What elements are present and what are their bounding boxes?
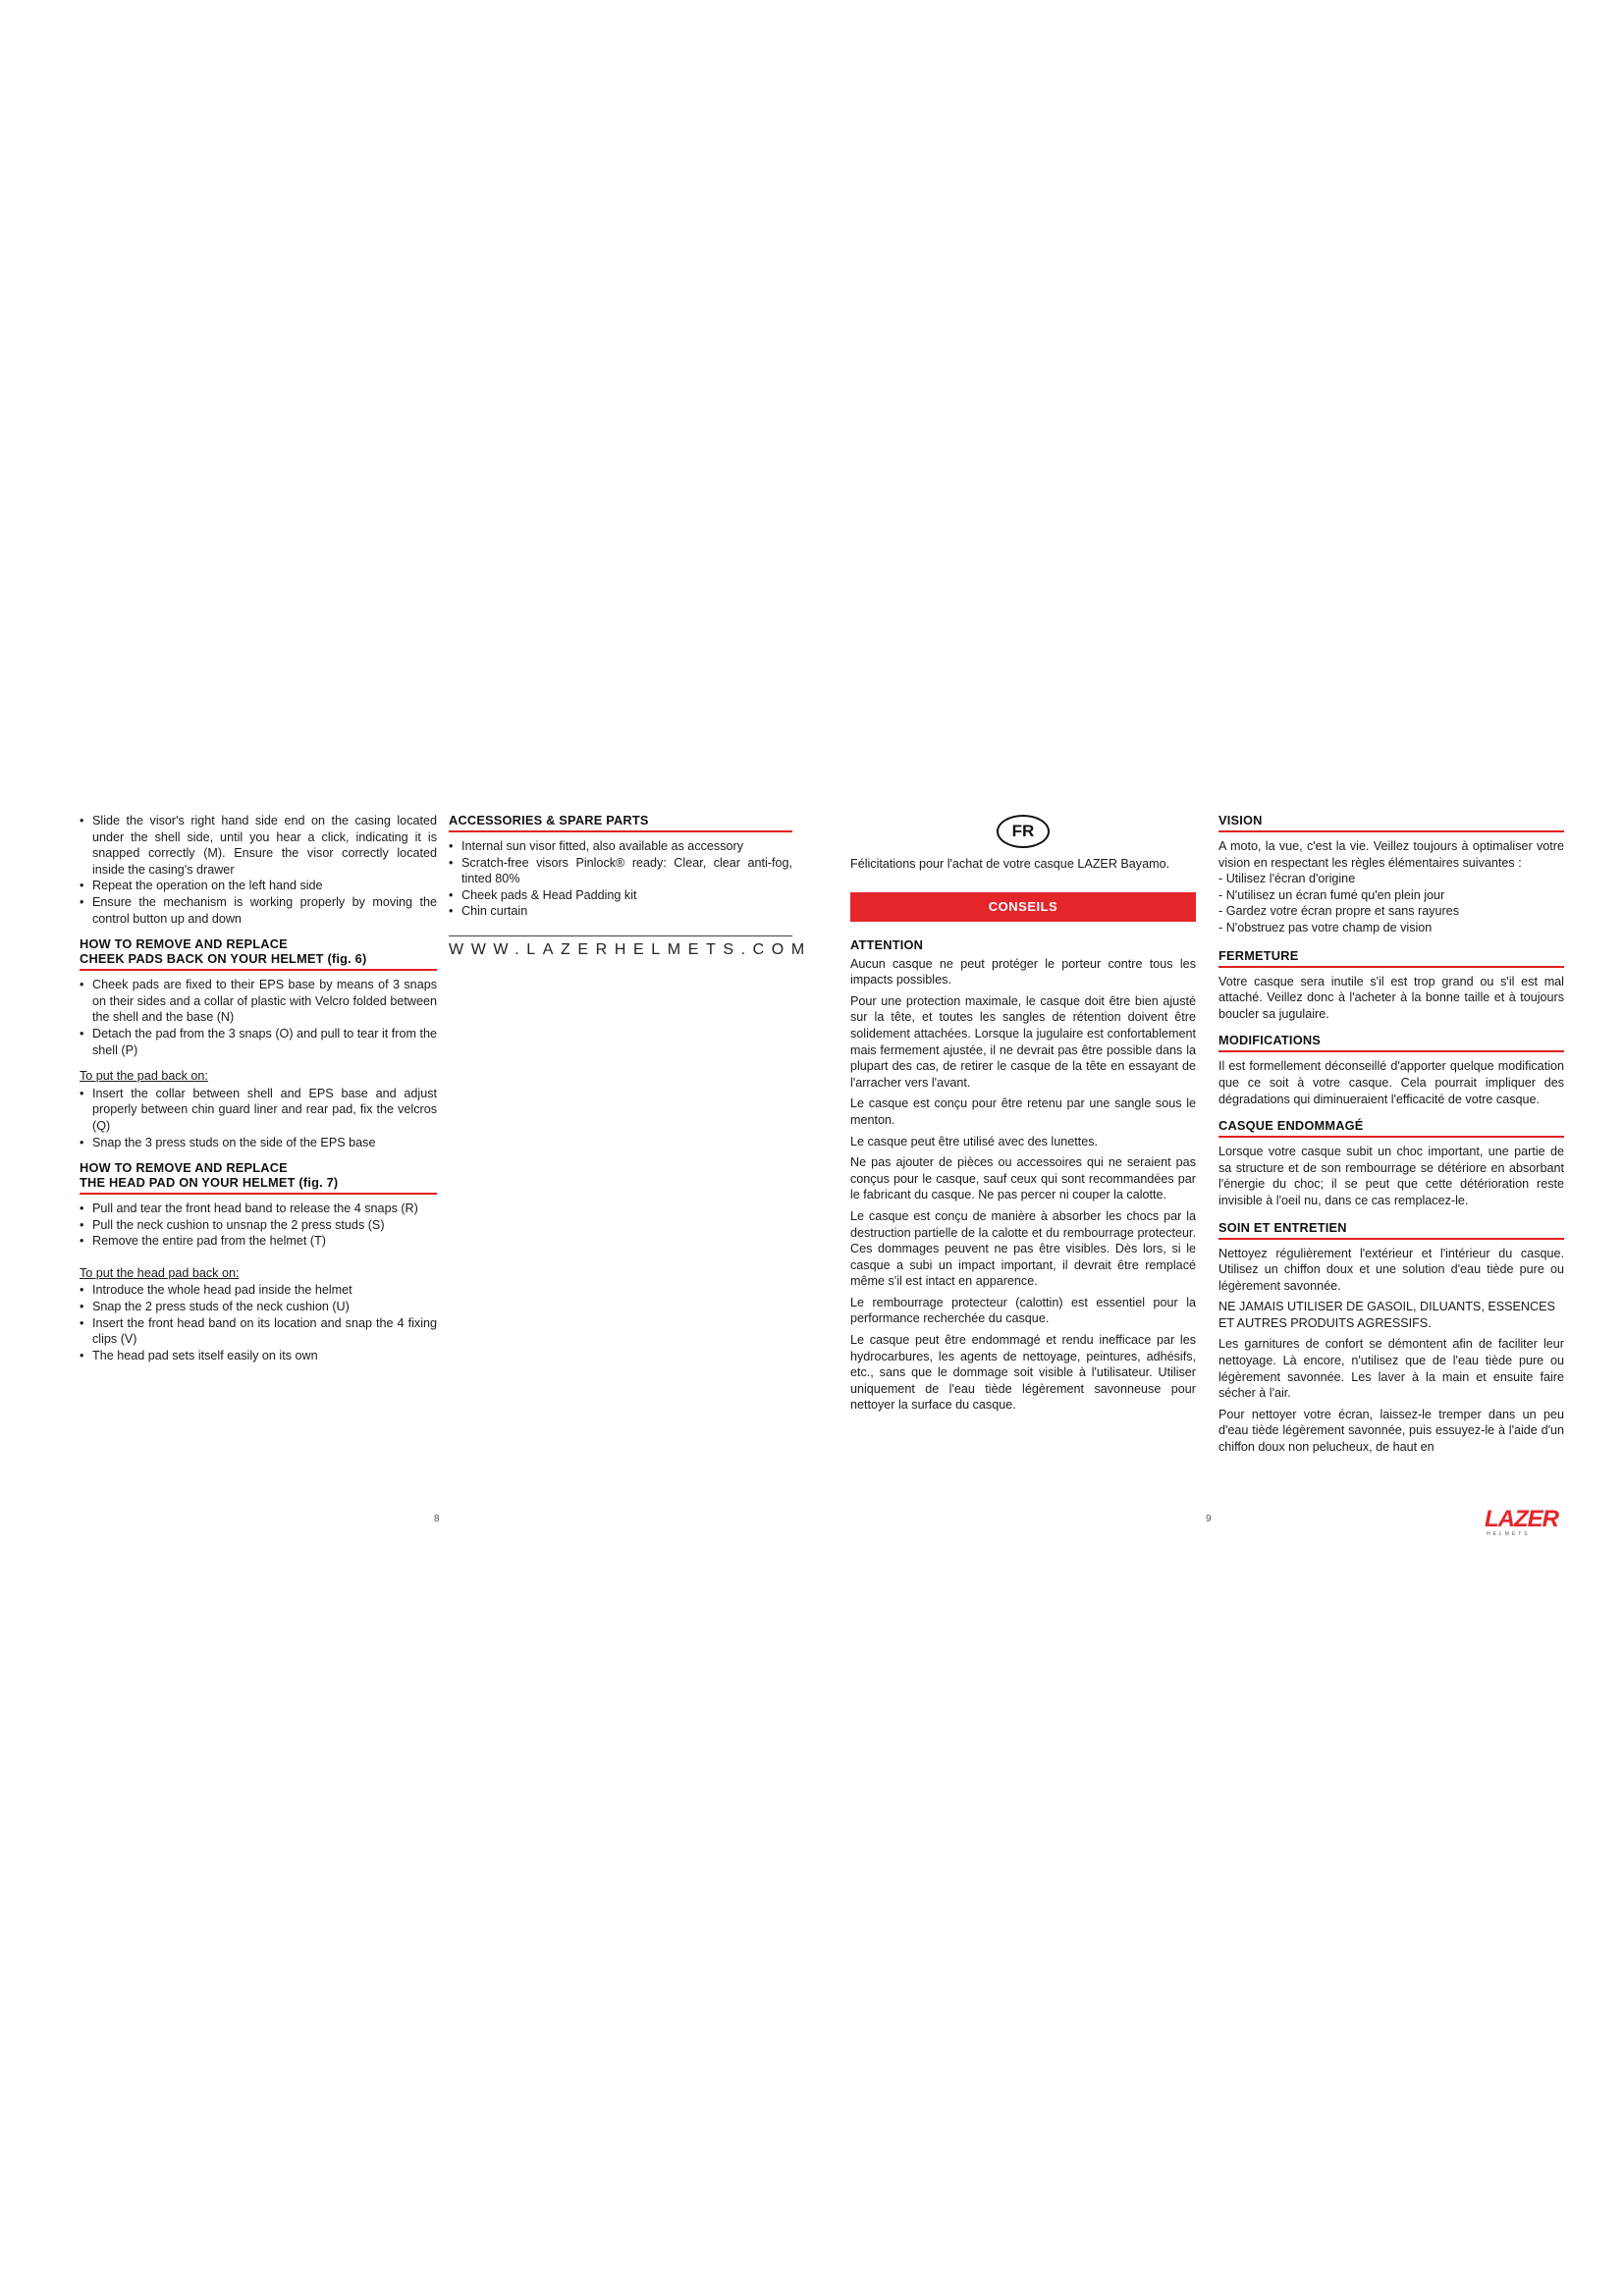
website-url: WWW.LAZERHELMETS.COM — [449, 935, 792, 959]
lazer-logo — [1485, 1506, 1558, 1541]
paragraph: Le casque est conçu pour être retenu par une sangle sous le menton. — [850, 1096, 1196, 1127]
logo-subtext: HELMETS — [1487, 1531, 1531, 1537]
heading-line: HOW TO REMOVE AND REPLACE — [80, 936, 288, 952]
page-number-left: 8 — [434, 1514, 440, 1524]
casque-endommage-heading: CASQUE ENDOMMAGÉ — [1218, 1118, 1364, 1134]
paragraph: Le casque est conçu de manière à absorber les chocs par la destruction partielle de la calotte et du rembourrage protecteur. Ces dommages peuvent ne pas être visibles. Dès lors, si le casque a subi un impact important, il devrait être remplacé même s'il est intact en apparence. — [850, 1208, 1196, 1289]
paragraph: Le casque peut être endommagé et rendu inefficace par les hydrocarbures, les agents de nettoyage, peintures, adhésifs, etc., sans que le dommage soit visible à l'utilisateur. Utiliser uniquement de l'eau tiède légèrement savonneuse pour nettoyer la surface du casque. — [850, 1333, 1196, 1413]
red-divider — [1218, 1050, 1564, 1052]
head-pad-heading — [80, 1160, 437, 1190]
modifications-heading: MODIFICATIONS — [1218, 1033, 1322, 1048]
red-divider — [1218, 1136, 1564, 1138]
right-column-2 — [1218, 813, 1564, 1461]
list-item: • The head pad sets itself easily on its own — [80, 1348, 437, 1364]
list-item: • Ensure the mechanism is working properly by moving the control button up and down — [80, 894, 437, 927]
vision-heading: VISION — [1218, 813, 1263, 828]
head-pad-list — [80, 1201, 437, 1250]
red-divider — [1218, 1238, 1564, 1240]
left-column-1 — [80, 813, 437, 1363]
paragraph: A moto, la vue, c'est la vie. Veillez toujours à optimaliser votre vision en respectant les règles élémentaires suivantes : — [1218, 839, 1564, 870]
list-item: • Internal sun visor fitted, also available as accessory — [449, 838, 792, 855]
list-item: • Pull the neck cushion to unsnap the 2 press studs (S) — [80, 1217, 437, 1234]
paragraph: Il est formellement déconseillé d'apporter quelque modification que ce soit à votre casque. Cela pourrait impliquer des dégradations qui diminueraient l'efficacité de votre casque. — [1218, 1059, 1564, 1106]
red-divider — [1218, 830, 1564, 832]
list-item: • Scratch-free visors Pinlock® ready: Clear, clear anti-fog, tinted 80% — [449, 855, 792, 887]
list-item: • Pull and tear the front head band to release the 4 snaps (R) — [80, 1201, 437, 1217]
heading-line: CHEEK PADS BACK ON YOUR HELMET (fig. 6) — [80, 951, 367, 967]
cheek-pads-heading — [80, 936, 437, 966]
fermeture-heading: FERMETURE — [1218, 947, 1299, 963]
list-item: • Insert the collar between shell and EPS base and adjust properly between chin guard liner and rear pad, fix the velcros (Q) — [80, 1086, 437, 1135]
paragraph: Le casque peut être utilisé avec des lunettes. — [850, 1134, 1099, 1148]
heading-line: HOW TO REMOVE AND REPLACE — [80, 1160, 288, 1176]
list-item: • Introduce the whole head pad inside the helmet — [80, 1282, 437, 1299]
accessories-heading: ACCESSORIES & SPARE PARTS — [449, 813, 649, 828]
paragraph: Nettoyez régulièrement l'extérieur et l'intérieur du casque. Utilisez un chiffon doux et une solution d'eau tiède pure ou légèrement savonnée. — [1218, 1246, 1564, 1293]
cheek-pads-list — [80, 977, 437, 1058]
paragraph: Pour nettoyer votre écran, laissez-le tremper dans un peu d'eau tiède légèrement savonnée, puis essuyez-le à l'aide d'un chiffon doux non pelucheux, de haut en — [1218, 1407, 1564, 1455]
soin-entretien-heading: SOIN ET ENTRETIEN — [1218, 1219, 1347, 1235]
paragraph: Lorsque votre casque subit un choc important, une partie de sa structure et de son rembourrage se détériore en absorbant l'énergie du choc; il se peut que cette détérioration reste invisible à l'oeil nu, dans ce cas remplacez-le. — [1218, 1145, 1564, 1207]
list-item: • Slide the visor's right hand side end on the casing located under the shell side, until you hear a click, indicating it is snapped correctly (M). Ensure the visor correctly located inside the casing's drawer — [80, 813, 437, 878]
head-pad-subheading: To put the head pad back on: — [80, 1265, 240, 1280]
paragraph: Ne pas ajouter de pièces ou accessoires qui ne seraient pas conçus pour le casque, sauf ceux qui sont recommandées par le fabricant du casque. Ne pas percer ni couper la calotte. — [850, 1155, 1196, 1202]
paragraph: Pour une protection maximale, le casque doit être bien ajusté sur la tête, et toutes les sangles de rétention doivent être solidement attachées. Lorsque la jugulaire est confortablement mais fermement ajustée, il ne devrait pas être possible dans la plupart des cas, de retirer le casque de la tête en essayant de l'arracher vers l'avant. — [850, 993, 1196, 1090]
red-divider — [80, 969, 437, 971]
cheek-pads-put-list — [80, 1086, 437, 1150]
list-item: • Insert the front head band on its location and snap the 4 fixing clips (V) — [80, 1315, 437, 1348]
list-item: • Snap the 2 press studs of the neck cushion (U) — [80, 1299, 437, 1315]
paragraph: Votre casque sera inutile s'il est trop grand ou s'il est mal attaché. Veillez donc à l'acheter à la bonne taille et à toujours boucler sa jugulaire. — [1218, 974, 1564, 1021]
visor-steps-list — [80, 813, 437, 927]
list-item: • Snap the 3 press studs on the side of the EPS base — [80, 1135, 437, 1151]
accessories-list — [449, 838, 792, 920]
vision-list-item: - Gardez votre écran propre et sans rayures — [1218, 904, 1459, 919]
paragraph: Aucun casque ne peut protéger le porteur contre tous les impacts possibles. — [850, 956, 1196, 988]
red-divider — [449, 830, 792, 832]
vision-list-item: - N'obstruez pas votre champ de vision — [1218, 920, 1433, 934]
list-item: • Detach the pad from the 3 snaps (O) and pull to tear it from the shell (P) — [80, 1026, 437, 1058]
list-item: • Cheek pads & Head Padding kit — [449, 887, 792, 904]
head-pad-put-list — [80, 1282, 437, 1363]
list-item: • Repeat the operation on the left hand side — [80, 878, 437, 894]
conseils-banner: CONSEILS — [850, 892, 1196, 922]
paragraph: Le rembourrage protecteur (calottin) est essentiel pour la performance recherchée du casque. — [850, 1295, 1196, 1326]
paragraph: NE JAMAIS UTILISER DE GASOIL, DILUANTS, ESSENCES ET AUTRES PRODUITS AGRESSIFS. — [1218, 1300, 1555, 1330]
vision-list-item: - N'utilisez un écran fumé qu'en plein jour — [1218, 887, 1445, 902]
paragraph: Les garnitures de confort se démontent afin de faciliter leur nettoyage. Là encore, n'utilisez que de l'eau tiède pure ou légèrement savonnée. Les laver à la main et ensuite faire sécher à l'air. — [1218, 1337, 1564, 1401]
vision-list-item: - Utilisez l'écran d'origine — [1218, 872, 1356, 886]
language-badge: FR — [997, 815, 1050, 848]
left-column-2 — [449, 813, 812, 959]
list-item: • Chin curtain — [449, 903, 792, 920]
intro-text: Félicitations pour l'achat de votre casque LAZER Bayamo. — [850, 857, 1170, 871]
list-item: • Cheek pads are fixed to their EPS base by means of 3 snaps on their sides and a collar of plastic with Velcro folded between the shell and the base (N) — [80, 977, 437, 1026]
red-divider — [80, 1193, 437, 1195]
red-divider — [1218, 966, 1564, 968]
right-column-1 — [850, 813, 1196, 1418]
attention-heading: ATTENTION — [850, 936, 924, 952]
page-number-right: 9 — [1206, 1514, 1212, 1524]
logo-wordmark: LAZER — [1485, 1506, 1558, 1532]
list-item: • Remove the entire pad from the helmet (T) — [80, 1233, 437, 1250]
heading-line: THE HEAD PAD ON YOUR HELMET (fig. 7) — [80, 1175, 339, 1191]
cheek-pads-subheading: To put the pad back on: — [80, 1069, 208, 1084]
